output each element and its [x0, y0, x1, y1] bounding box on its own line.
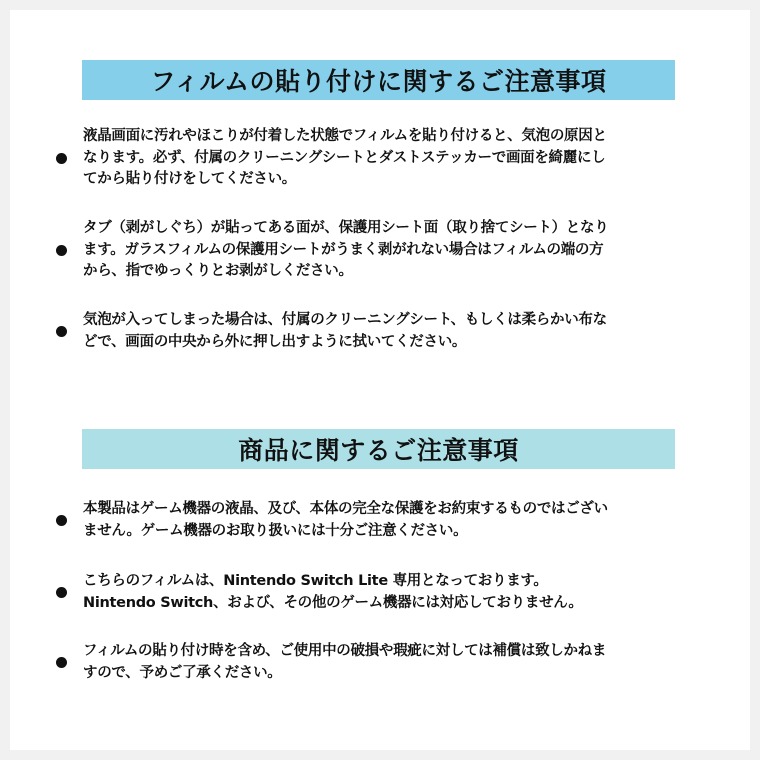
item-text-line: どで、画面の中央から外に押し出すように拭いてください。	[83, 333, 467, 350]
list-item	[56, 499, 686, 542]
item-text-line: ません。ゲーム機器のお取り扱いには十分ご注意ください。	[83, 522, 468, 539]
item-text-line: タブ（剥がしぐち）が貼ってある面が、保護用シート面（取り捨てシート）となり	[83, 220, 609, 236]
item-text-line: てから貼り付けをしてください。	[83, 171, 296, 187]
list-item	[56, 571, 686, 614]
list-item	[56, 641, 686, 684]
bullet-icon	[56, 153, 67, 164]
item-text-line: すので、予めご了承ください。	[83, 664, 282, 681]
notice-card	[10, 10, 750, 750]
item-text-line: 液晶画面に汚れやほこりが付着した状態でフィルムを貼り付けると、気泡の原因と	[83, 128, 607, 144]
bullet-icon	[56, 657, 67, 668]
bullet-icon	[56, 587, 67, 598]
item-text-line: なります。必ず、付属のクリーニングシートとダストステッカーで画面を綺麗にし	[83, 149, 606, 166]
bullet-icon	[56, 515, 67, 526]
item-text-line: ます。ガラスフィルムの保護用シートがうまく剥がれない場合はフィルムの端の方	[83, 241, 604, 258]
list-item	[56, 218, 686, 283]
item-text-line: から、指でゆっくりとお剥がしください。	[83, 263, 353, 279]
list-item	[56, 126, 686, 191]
list-item	[56, 310, 686, 353]
item-text-line: フィルムの貼り付け時を含め、ご使用中の破損や瑕疵に対しては補償は致しかねま	[83, 643, 607, 659]
item-text-line: こちらのフィルムは、Nintendo Switch Lite 専用となっております。	[83, 573, 548, 589]
item-text-line: Nintendo Switch、および、その他のゲーム機器には対応しておりません。	[83, 594, 583, 611]
item-text-line: 気泡が入ってしまった場合は、付属のクリーニングシート、もしくは柔らかい布な	[83, 312, 607, 328]
item-text-line: 本製品はゲーム機器の液晶、及び、本体の完全な保護をお約束するものではござい	[83, 501, 608, 517]
section-heading-film: フィルムの貼り付けに関するご注意事項	[82, 60, 675, 100]
bullet-icon	[56, 245, 67, 256]
bullet-icon	[56, 326, 67, 337]
section-heading-product: 商品に関するご注意事項	[82, 429, 675, 469]
